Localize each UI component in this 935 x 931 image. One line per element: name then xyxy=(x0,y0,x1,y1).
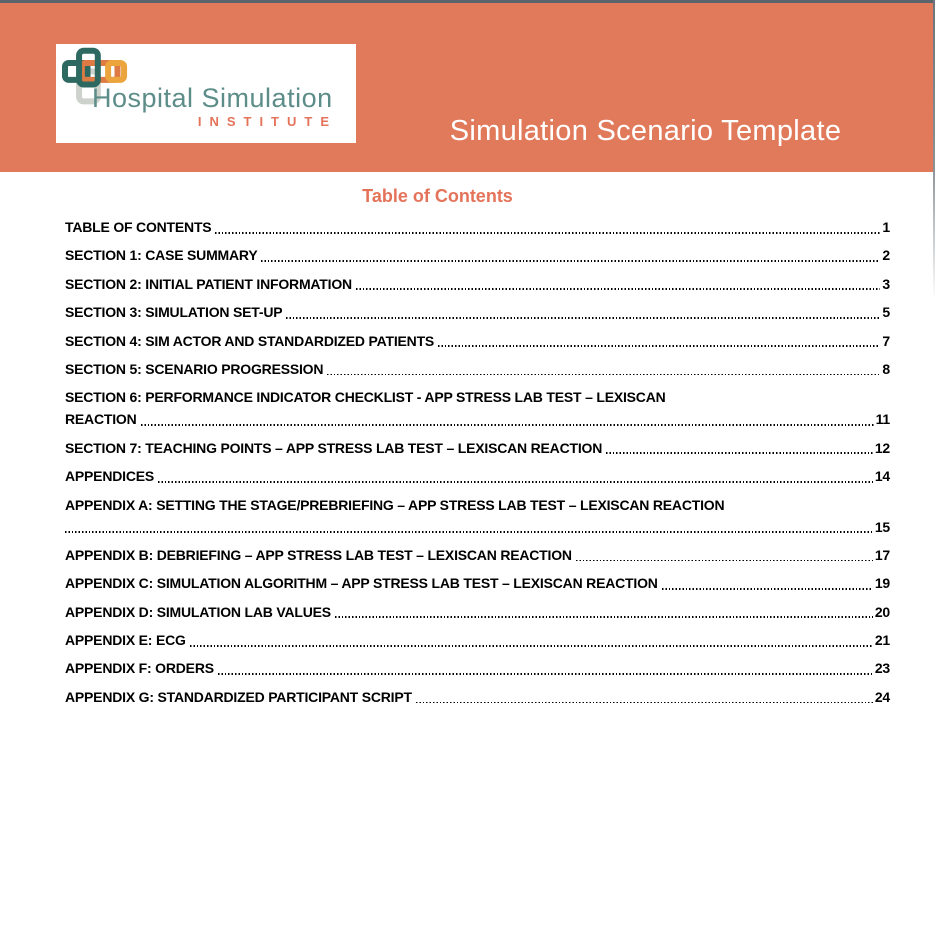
toc-dot-leader xyxy=(356,288,880,290)
toc-list xyxy=(65,216,890,708)
toc-dot-leader xyxy=(261,260,880,262)
logo-name: Hospital Simulation xyxy=(92,83,333,113)
toc-entry[interactable] xyxy=(65,301,890,323)
toc-dot-leader xyxy=(606,452,873,454)
toc-entry-label: APPENDIX D: SIMULATION LAB VALUES xyxy=(65,603,331,620)
toc-page-number: 17 xyxy=(874,546,890,563)
toc-entry-label: TABLE OF CONTENTS xyxy=(65,219,212,235)
toc-page-number: 8 xyxy=(882,360,890,377)
document-title: Simulation Scenario Template xyxy=(449,115,842,147)
toc-page-number: 11 xyxy=(875,411,890,428)
toc-dot-leader xyxy=(190,645,873,647)
toc-entry-label: SECTION 1: CASE SUMMARY xyxy=(65,247,258,264)
toc-entry[interactable] xyxy=(65,216,890,238)
toc-entry[interactable] xyxy=(65,465,890,487)
toc-page-number: 3 xyxy=(882,275,890,292)
toc-page-number: 1 xyxy=(882,219,890,235)
toc-page-number: 7 xyxy=(882,332,890,349)
toc-entry-label: SECTION 3: SIMULATION SET-UP xyxy=(65,304,283,321)
toc-entry[interactable] xyxy=(65,494,890,538)
toc-dot-leader xyxy=(286,317,880,319)
toc-entry-label: APPENDIX F: ORDERS xyxy=(65,660,214,677)
header-banner xyxy=(0,3,935,172)
toc-entry[interactable] xyxy=(65,437,890,459)
toc-entry[interactable] xyxy=(65,358,890,380)
toc-entry[interactable] xyxy=(65,544,890,566)
toc-dot-leader xyxy=(218,673,873,675)
toc-entry-label: SECTION 2: INITIAL PATIENT INFORMATION xyxy=(65,275,352,292)
toc-entry-label: SECTION 6: PERFORMANCE INDICATOR CHECKLIST - APP STRESS LAB TEST – LEXISCAN xyxy=(65,389,666,406)
toc-entry[interactable] xyxy=(65,244,890,266)
toc-dot-leader xyxy=(65,531,873,533)
toc-entry-label: APPENDIX B: DEBRIEFING – APP STRESS LAB TEST – LEXISCAN REACTION xyxy=(65,546,572,563)
toc-dot-leader xyxy=(158,481,873,483)
toc-entry-label: SECTION 7: TEACHING POINTS – APP STRESS LAB TEST – LEXISCAN REACTION xyxy=(65,439,603,456)
toc-entry[interactable] xyxy=(65,572,890,594)
toc-dot-leader xyxy=(215,232,880,234)
toc-dot-leader xyxy=(662,588,873,590)
toc-entry-label: SECTION 5: SCENARIO PROGRESSION xyxy=(65,360,324,377)
toc-entry[interactable] xyxy=(65,386,890,430)
toc-entry[interactable] xyxy=(65,330,890,352)
toc-entry-label: APPENDIX G: STANDARDIZED PARTICIPANT SCRIPT xyxy=(65,688,412,705)
toc-page-number: 12 xyxy=(874,439,890,456)
toc-entry-label: APPENDIX A: SETTING THE STAGE/PREBRIEFING – APP STRESS LAB TEST – LEXISCAN REACTION xyxy=(65,496,725,513)
toc-entry[interactable] xyxy=(65,686,890,708)
toc-page-number: 2 xyxy=(882,247,890,264)
toc-dot-leader xyxy=(327,374,880,376)
logo-box xyxy=(56,44,356,143)
toc-entry[interactable] xyxy=(65,601,890,623)
logo-subtitle: INSTITUTE xyxy=(197,114,337,129)
toc-dot-leader xyxy=(576,560,873,562)
toc-entry[interactable] xyxy=(65,629,890,651)
toc-page-number: 19 xyxy=(874,575,890,592)
toc-dot-leader xyxy=(416,702,873,704)
toc-entry-label: APPENDICES xyxy=(65,468,155,485)
toc-page-number: 23 xyxy=(874,660,890,677)
toc-dot-leader xyxy=(335,616,873,618)
toc-entry-label: APPENDIX C: SIMULATION ALGORITHM – APP STRESS LAB TEST – LEXISCAN REACTION xyxy=(65,575,658,592)
toc-page-number: 15 xyxy=(874,518,890,535)
toc-dot-leader xyxy=(438,345,880,347)
toc-page-number: 14 xyxy=(874,468,890,485)
toc-heading: Table of Contents xyxy=(362,186,513,206)
toc-page-number: 21 xyxy=(874,632,890,649)
toc-page-number: 5 xyxy=(882,304,890,321)
toc-entry-label: REACTION xyxy=(65,411,137,428)
toc-entry[interactable] xyxy=(65,657,890,679)
toc-entry[interactable] xyxy=(65,273,890,295)
toc-page-number: 24 xyxy=(874,688,890,705)
toc-entry-label: SECTION 4: SIM ACTOR AND STANDARDIZED PATIENTS xyxy=(65,332,435,349)
toc-dot-leader xyxy=(141,424,874,426)
toc-entry-label: APPENDIX E: ECG xyxy=(65,632,186,649)
page-content xyxy=(0,172,935,708)
toc-page-number: 20 xyxy=(874,603,890,620)
